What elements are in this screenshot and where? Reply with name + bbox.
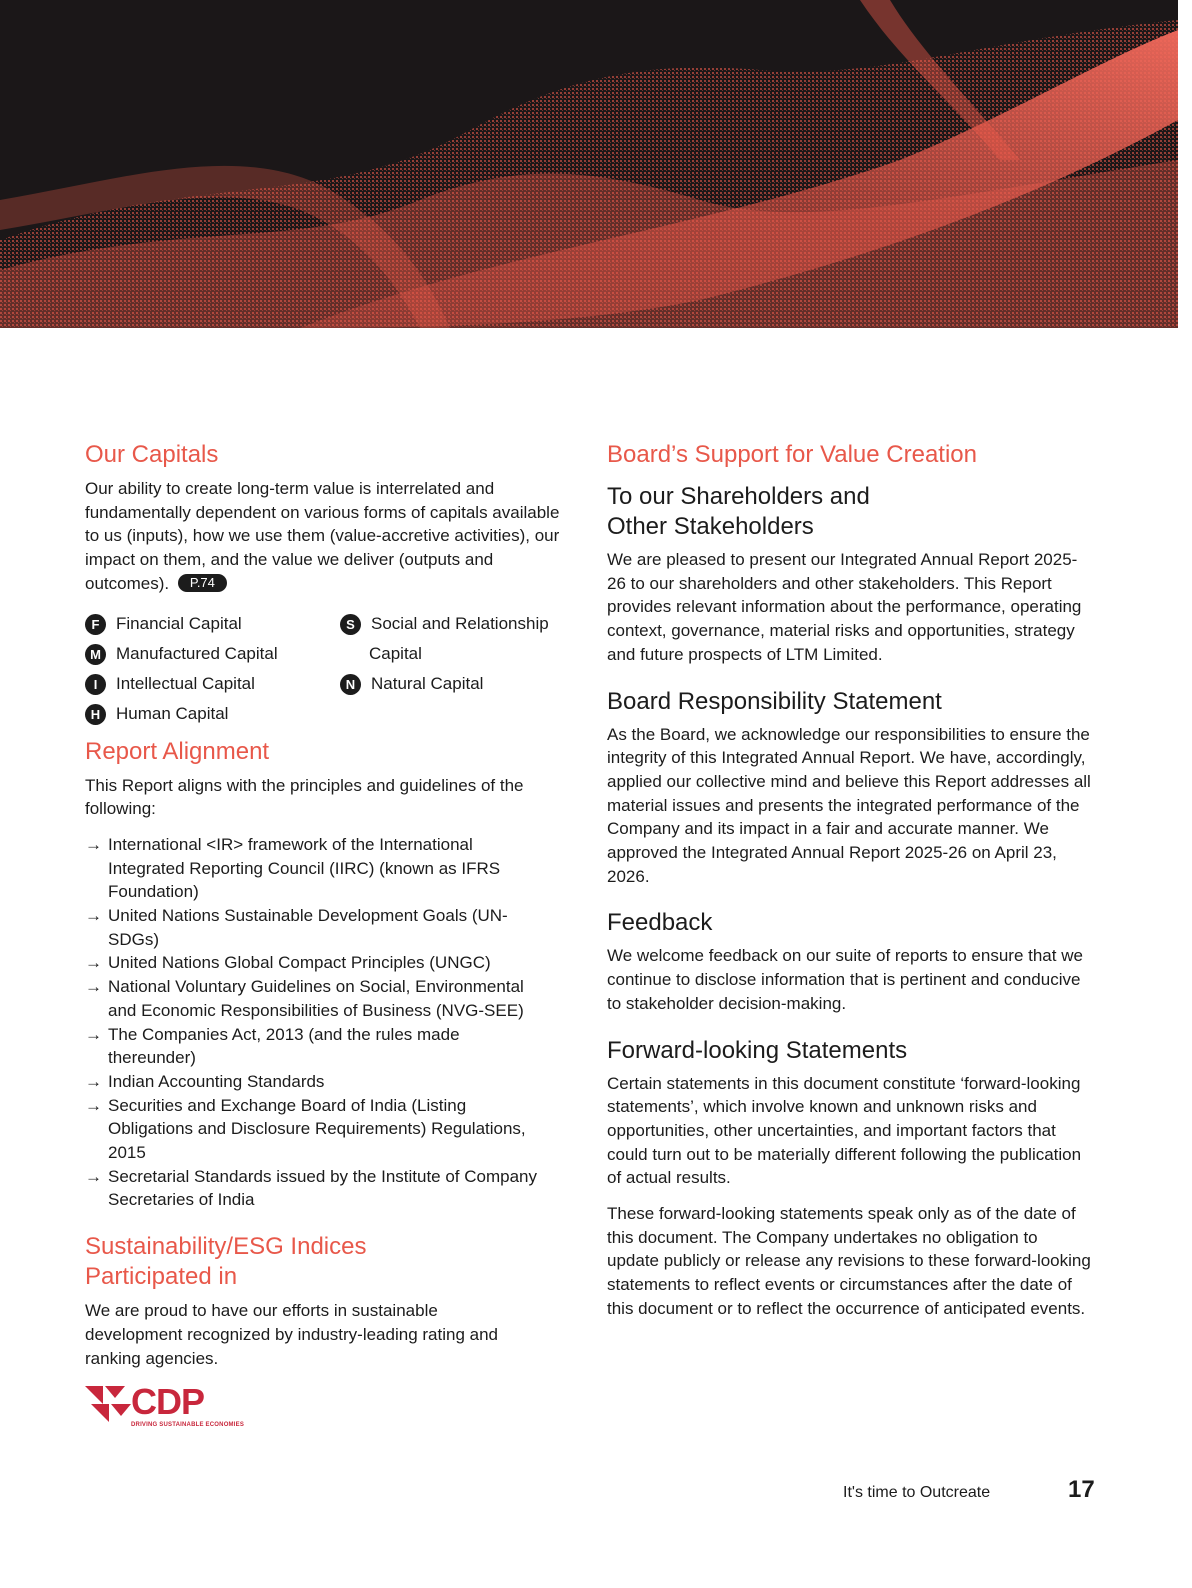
arrow-right-icon: → — [85, 1095, 102, 1115]
report-alignment-heading: Report Alignment — [85, 737, 270, 765]
capital-label: Manufactured Capital — [116, 644, 278, 664]
shareholders-heading: To our Shareholders and Other Stakeholders — [607, 483, 870, 540]
cdp-logo-text: CDP — [131, 1381, 205, 1423]
esg-heading-line2: Participated in — [85, 1263, 238, 1291]
alignment-list — [85, 833, 540, 1212]
financial-capital-icon: F — [85, 614, 106, 635]
arrow-right-icon: → — [85, 953, 102, 973]
arrow-right-icon: → — [85, 1166, 102, 1186]
board-responsibility-body: As the Board, we acknowledge our responsibilities to ensure the integrity of this Integrated Annual Report. We have, accordingly, applied our collective mind and believe this Report addresses all material issues and presents the integrated performance of the Company and its impact in a fair and accurate manner. We approved the Integrated Annual Report 2025-26 on April 23, 2026. — [607, 724, 1091, 886]
capital-item-intellectual — [85, 674, 255, 695]
arrow-right-icon: → — [85, 906, 102, 926]
capital-label: Natural Capital — [371, 674, 484, 694]
esg-body: We are proud to have our efforts in sustainable development recognized by industry-leading rating and ranking agencies. — [85, 1301, 498, 1368]
manufactured-capital-icon: M — [85, 644, 106, 665]
our-capitals-body — [85, 477, 570, 596]
abstract-wave-graphic — [0, 0, 1178, 328]
list-item: → International <IR> framework of the International Integrated Reporting Council (IIRC) (known as IFRS Foundation) — [85, 834, 501, 902]
human-capital-icon: H — [85, 704, 106, 725]
arrow-right-icon: → — [85, 1071, 102, 1091]
forward-looking-body-1: Certain statements in this document constitute ‘forward-looking statements’, which involve known and unknown risks and opportunities, other uncertainties, and important factors that could turn out to be materially different following the publication of actual results. — [607, 1073, 1082, 1188]
board-responsibility-heading: Board Responsibility Statement — [607, 687, 942, 715]
footer-tagline: It's time to Outcreate — [843, 1484, 991, 1501]
esg-heading-line1: Sustainability/ESG Indices — [85, 1233, 367, 1261]
social-capital-icon: S — [340, 614, 361, 635]
cdp-logo-tagline: DRIVING SUSTAINABLE ECONOMIES — [131, 1422, 245, 1429]
report-alignment-intro: This Report aligns with the principles and guidelines of the following: — [85, 775, 524, 819]
list-item: → Secretarial Standards issued by the Institute of Company Secretaries of India — [85, 1166, 538, 1210]
page-number: 17 — [1068, 1476, 1095, 1503]
capital-item-manufactured — [85, 644, 278, 665]
feedback-heading: Feedback — [607, 909, 713, 937]
arrow-right-icon: → — [85, 977, 102, 997]
forward-looking-heading: Forward-looking Statements — [607, 1036, 908, 1064]
hero-banner — [0, 0, 1178, 328]
capital-label: Capital — [369, 643, 422, 663]
list-item: → Securities and Exchange Board of India (Listing Obligations and Disclosure Requirements) Regulations, 2015 — [85, 1095, 526, 1163]
arrow-right-icon: → — [85, 834, 102, 854]
natural-capital-icon: N — [340, 674, 361, 695]
capital-item-financial — [85, 614, 242, 635]
list-item: → The Companies Act, 2013 (and the rules made thereunder) — [85, 1024, 460, 1068]
capitals-list — [85, 614, 570, 734]
capital-label: Human Capital — [116, 704, 229, 724]
page-reference-badge[interactable]: P.74 — [178, 574, 227, 592]
cdp-logo — [85, 1381, 570, 1429]
capital-label: Intellectual Capital — [116, 674, 255, 694]
list-item: → Indian Accounting Standards — [85, 1070, 540, 1094]
feedback-body: We welcome feedback on our suite of reports to ensure that we continue to disclose information that is pertinent and conducive to stakeholder decision-making. — [607, 946, 1083, 1013]
capital-label: Social and Relationship — [371, 614, 549, 634]
left-column — [85, 440, 570, 1428]
capital-label: Financial Capital — [116, 614, 242, 634]
cdp-mark-icon — [85, 1384, 131, 1424]
capital-item-social-cont — [369, 644, 422, 664]
right-column — [607, 440, 1092, 1321]
our-capitals-heading: Our Capitals — [85, 441, 219, 468]
forward-looking-body-2: These forward-looking statements speak only as of the date of this document. The Company undertakes no obligation to update publicly or release any revisions to these forward-looking statements to reflect events or circumstances after the date of this document or to reflect the occurrence of anticipated events. — [607, 1204, 1091, 1318]
list-item: → United Nations Global Compact Principles (UNGC) — [85, 951, 540, 975]
capital-item-social — [340, 614, 549, 635]
intellectual-capital-icon: I — [85, 674, 106, 695]
list-item: → National Voluntary Guidelines on Social, Environmental and Economic Responsibilities of Business (NVG-SEE) — [85, 977, 524, 1020]
arrow-right-icon: → — [85, 1024, 102, 1044]
board-support-heading: Board’s Support for Value Creation — [607, 441, 977, 468]
capital-item-natural — [340, 674, 483, 695]
capital-item-human — [85, 704, 228, 725]
our-capitals-text: Our ability to create long-term value is interrelated and fundamentally dependent on various forms of capitals available to us (inputs), how we use them (value-accretive activities), our impact on them, and the value we deliver (outputs and outcomes). — [85, 479, 560, 593]
shareholders-body: We are pleased to present our Integrated Annual Report 2025-26 to our shareholders and other stakeholders. This Report provides relevant information about the performance, operating context, governance, material risks and opportunities, strategy and future prospects of LTM Limited. — [607, 550, 1082, 664]
esg-indices-heading — [85, 1232, 570, 1292]
list-item: → United Nations Sustainable Development Goals (UN-SDGs) — [85, 906, 508, 949]
